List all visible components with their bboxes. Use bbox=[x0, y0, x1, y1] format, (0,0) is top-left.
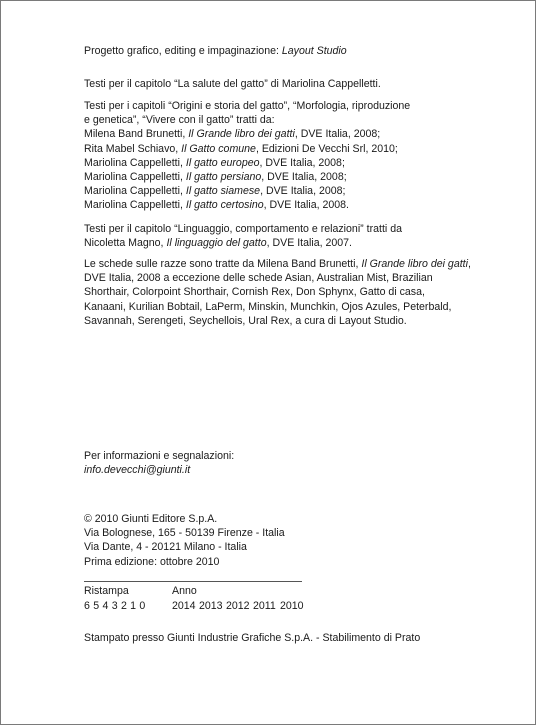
source-publisher: , DVE Italia, 2008; bbox=[261, 171, 347, 184]
printer-line: Stampato presso Giunti Industrie Grafiche S.p.A. - Stabilimento di Prato bbox=[84, 632, 421, 644]
source-title: Il gatto europeo bbox=[185, 156, 260, 169]
source-line bbox=[84, 156, 524, 170]
language-author: Nicoletta Magno, bbox=[84, 237, 167, 250]
publisher-block bbox=[84, 512, 524, 569]
breeds-line: Savannah, Serengeti, Seychellois, Ural Rex, a cura di Layout Studio. bbox=[84, 314, 407, 327]
source-author: Mariolina Cappelletti, bbox=[84, 156, 186, 169]
source-title: Il Grande libro dei gatti bbox=[188, 128, 295, 141]
source-author: Mariolina Cappelletti, bbox=[84, 185, 186, 198]
design-credit-prefix: Progetto grafico, editing e impaginazione: bbox=[84, 45, 282, 57]
source-title: Il gatto persiano bbox=[185, 171, 262, 184]
anno-value: 2013 bbox=[199, 600, 223, 612]
anno-value: 2011 bbox=[253, 600, 276, 612]
source-title: Il gatto certosino bbox=[185, 199, 264, 212]
source-author: Rita Mabel Schiavo, bbox=[84, 142, 182, 155]
language-book-title: Il linguaggio del gatto bbox=[166, 237, 267, 250]
reprint-values bbox=[84, 599, 304, 613]
ristampa-label: Ristampa bbox=[84, 585, 129, 597]
anno-label: Anno bbox=[172, 585, 197, 597]
source-publisher: , DVE Italia, 2008; bbox=[294, 128, 381, 141]
source-author: Milena Band Brunetti, bbox=[84, 128, 189, 141]
copyright-line: © 2010 Giunti Editore S.p.A. bbox=[84, 513, 218, 525]
language-publisher: , DVE Italia, 2007. bbox=[266, 237, 352, 250]
anno-value: 2014 bbox=[172, 600, 196, 612]
breeds-book-title: Il Grande libro dei gatti bbox=[361, 258, 468, 270]
source-line bbox=[84, 127, 524, 141]
chapters-intro-line-2: e genetica”, “Vivere con il gatto” tratti da: bbox=[84, 114, 275, 127]
source-title: Il Gatto comune bbox=[181, 142, 256, 155]
address-milan: Via Dante, 4 - 20121 Milano - Italia bbox=[84, 541, 247, 554]
breeds-credit bbox=[84, 257, 524, 328]
language-chapter-line-1: Testi per il capitolo “Linguaggio, comportamento e relazioni” tratti da bbox=[84, 223, 402, 235]
source-author: Mariolina Cappelletti, bbox=[84, 199, 186, 212]
info-block bbox=[84, 449, 524, 477]
chapters-credit bbox=[84, 99, 524, 213]
health-chapter-text: Testi per il capitolo “La salute del gatto” di Mariolina Cappelletti. bbox=[84, 78, 381, 90]
breeds-prefix: Le schede sulle razze sono tratte da Milena Band Brunetti, bbox=[84, 258, 362, 270]
anno-value: 2010 bbox=[280, 600, 304, 612]
source-publisher: , DVE Italia, 2008. bbox=[263, 199, 349, 212]
language-chapter-line-2 bbox=[84, 236, 524, 250]
chapters-intro-line-1: Testi per i capitoli “Origini e storia del gatto”, “Morfologia, riproduzione bbox=[84, 100, 411, 112]
breeds-line: Shorthair, Colorpoint Shorthair, Cornish Rex, Don Sphynx, Gatto di casa, bbox=[84, 286, 425, 299]
info-label: Per informazioni e segnalazioni: bbox=[84, 450, 235, 462]
anno-value: 2012 bbox=[226, 600, 250, 612]
breeds-line: Kanaani, Kurilian Bobtail, LaPerm, Minskin, Munchkin, Ojos Azules, Peterbald, bbox=[84, 300, 452, 313]
ristampa-values: 6 5 4 3 2 1 0 bbox=[84, 600, 146, 612]
source-publisher: , DVE Italia, 2008; bbox=[260, 185, 346, 198]
source-line bbox=[84, 184, 524, 198]
source-author: Mariolina Cappelletti, bbox=[84, 171, 186, 184]
reprint-header bbox=[84, 584, 304, 598]
printer-block bbox=[84, 631, 524, 645]
source-line bbox=[84, 142, 524, 156]
source-line bbox=[84, 198, 524, 212]
design-credit bbox=[84, 44, 524, 58]
source-publisher: , Edizioni De Vecchi Srl, 2010; bbox=[255, 142, 398, 155]
health-chapter-credit bbox=[84, 77, 524, 91]
source-publisher: , DVE Italia, 2008; bbox=[259, 156, 345, 169]
breeds-line: DVE Italia, 2008 a eccezione delle schede Asian, Australian Mist, Brazilian bbox=[84, 272, 433, 285]
reprint-top-rule bbox=[84, 581, 302, 582]
source-line bbox=[84, 170, 524, 184]
address-florence: Via Bolognese, 165 - 50139 Firenze - Italia bbox=[84, 527, 285, 540]
language-chapter-credit bbox=[84, 222, 524, 250]
breeds-comma: , bbox=[467, 258, 471, 270]
breeds-line-1 bbox=[84, 257, 524, 271]
first-edition: Prima edizione: ottobre 2010 bbox=[84, 555, 220, 568]
design-studio-name: Layout Studio bbox=[281, 45, 347, 57]
source-title: Il gatto siamese bbox=[185, 185, 261, 198]
info-email: info.devecchi@giunti.it bbox=[84, 464, 191, 477]
